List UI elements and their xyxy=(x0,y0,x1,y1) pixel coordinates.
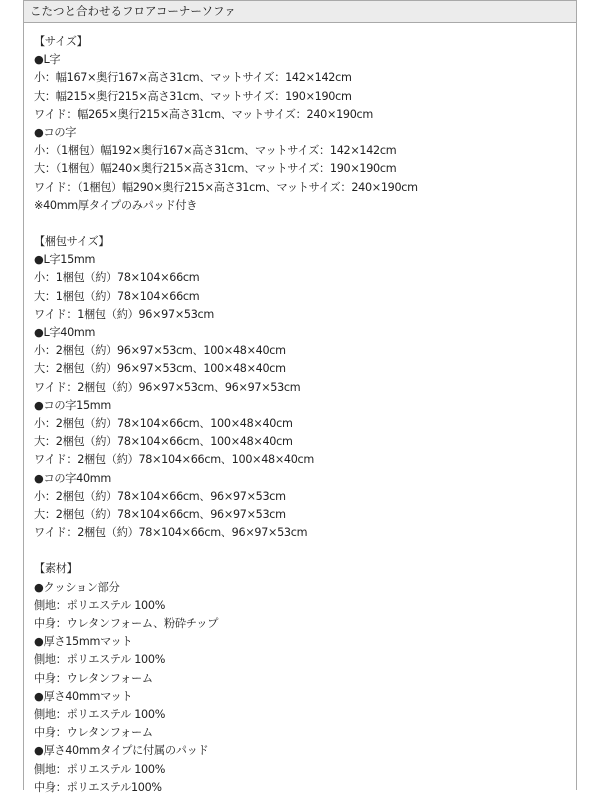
spec-table xyxy=(23,0,577,794)
spec-line: ●厚さ15mmマット xyxy=(34,635,133,649)
spec-line: 小：1梱包（約）78×104×66cm xyxy=(34,271,200,285)
spec-line: 側地：ポリエステル 100% xyxy=(34,653,166,667)
spec-line: 中身：ウレタンフォーム xyxy=(34,671,153,685)
section-material xyxy=(34,560,576,796)
spec-line: 小：2梱包（約）96×97×53cm、100×48×40cm xyxy=(34,344,286,358)
spec-content xyxy=(24,23,576,797)
spec-line: ●厚さ40mmマット xyxy=(34,689,133,703)
spec-line: 側地：ポリエステル 100% xyxy=(34,762,166,776)
spec-line: ワイド：2梱包（約）96×97×53cm、96×97×53cm xyxy=(34,380,301,394)
section-size xyxy=(34,33,576,215)
spec-line: 大：（1梱包）幅240×奥行215×高さ31cm、マットサイズ：190×190cm xyxy=(34,162,397,176)
section-heading: 【サイズ】 xyxy=(34,35,88,48)
spec-line: 大：幅215×奥行215×高さ31cm、マットサイズ：190×190cm xyxy=(34,89,352,103)
spec-line: 中身：ポリエステル100% xyxy=(34,780,162,794)
spec-line: 大：2梱包（約）78×104×66cm、96×97×53cm xyxy=(34,507,286,521)
spec-line: 中身：ウレタンフォーム xyxy=(34,726,153,740)
spec-line: 大：2梱包（約）96×97×53cm、100×48×40cm xyxy=(34,362,286,376)
spec-line: ●厚さ40mmタイプに付属のパッド xyxy=(34,744,209,758)
spec-line: ●L字 xyxy=(34,53,61,67)
spec-line: ●コの字15mm xyxy=(34,398,111,412)
spec-line: 小：2梱包（約）78×104×66cm、100×48×40cm xyxy=(34,416,293,430)
spec-line: ワイド：1梱包（約）96×97×53cm xyxy=(34,307,214,321)
spec-line: ワイド：幅265×奥行215×高さ31cm、マットサイズ：240×190cm xyxy=(34,107,373,121)
spec-line: 中身：ウレタンフォーム、粉砕チップ xyxy=(34,617,219,630)
spec-line: ※40mm厚タイプのみパッド付き xyxy=(34,198,198,212)
spec-title: こたつと合わせるフロアコーナーソファ xyxy=(24,0,576,23)
spec-line: 小：幅167×奥行167×高さ31cm、マットサイズ：142×142cm xyxy=(34,71,352,85)
spec-line: ワイド：2梱包（約）78×104×66cm、100×48×40cm xyxy=(34,453,315,467)
spec-line: ワイド：2梱包（約）78×104×66cm、96×97×53cm xyxy=(34,526,308,540)
section-package-size xyxy=(34,233,576,542)
section-spacer xyxy=(34,542,576,560)
spec-line: ワイド：（1梱包）幅290×奥行215×高さ31cm、マットサイズ：240×190cm xyxy=(34,180,418,194)
section-spacer xyxy=(34,215,576,233)
spec-line: 側地：ポリエステル 100% xyxy=(34,598,166,612)
spec-line: 側地：ポリエステル 100% xyxy=(34,707,166,721)
spec-line: ●L字15mm xyxy=(34,253,96,267)
spec-line: ●コの字 xyxy=(34,125,77,139)
spec-line: ●クッション部分 xyxy=(34,580,120,594)
spec-line: 大：2梱包（約）78×104×66cm、100×48×40cm xyxy=(34,435,293,449)
spec-line: 小：2梱包（約）78×104×66cm、96×97×53cm xyxy=(34,489,286,503)
section-heading: 【素材】 xyxy=(34,562,78,576)
spec-line: 小：（1梱包）幅192×奥行167×高さ31cm、マットサイズ：142×142cm xyxy=(34,144,397,158)
section-heading: 【梱包サイズ】 xyxy=(34,235,110,249)
spec-line: ●コの字40mm xyxy=(34,471,111,485)
spec-line: ●L字40mm xyxy=(34,326,96,339)
spec-line: 大：1梱包（約）78×104×66cm xyxy=(34,289,200,303)
